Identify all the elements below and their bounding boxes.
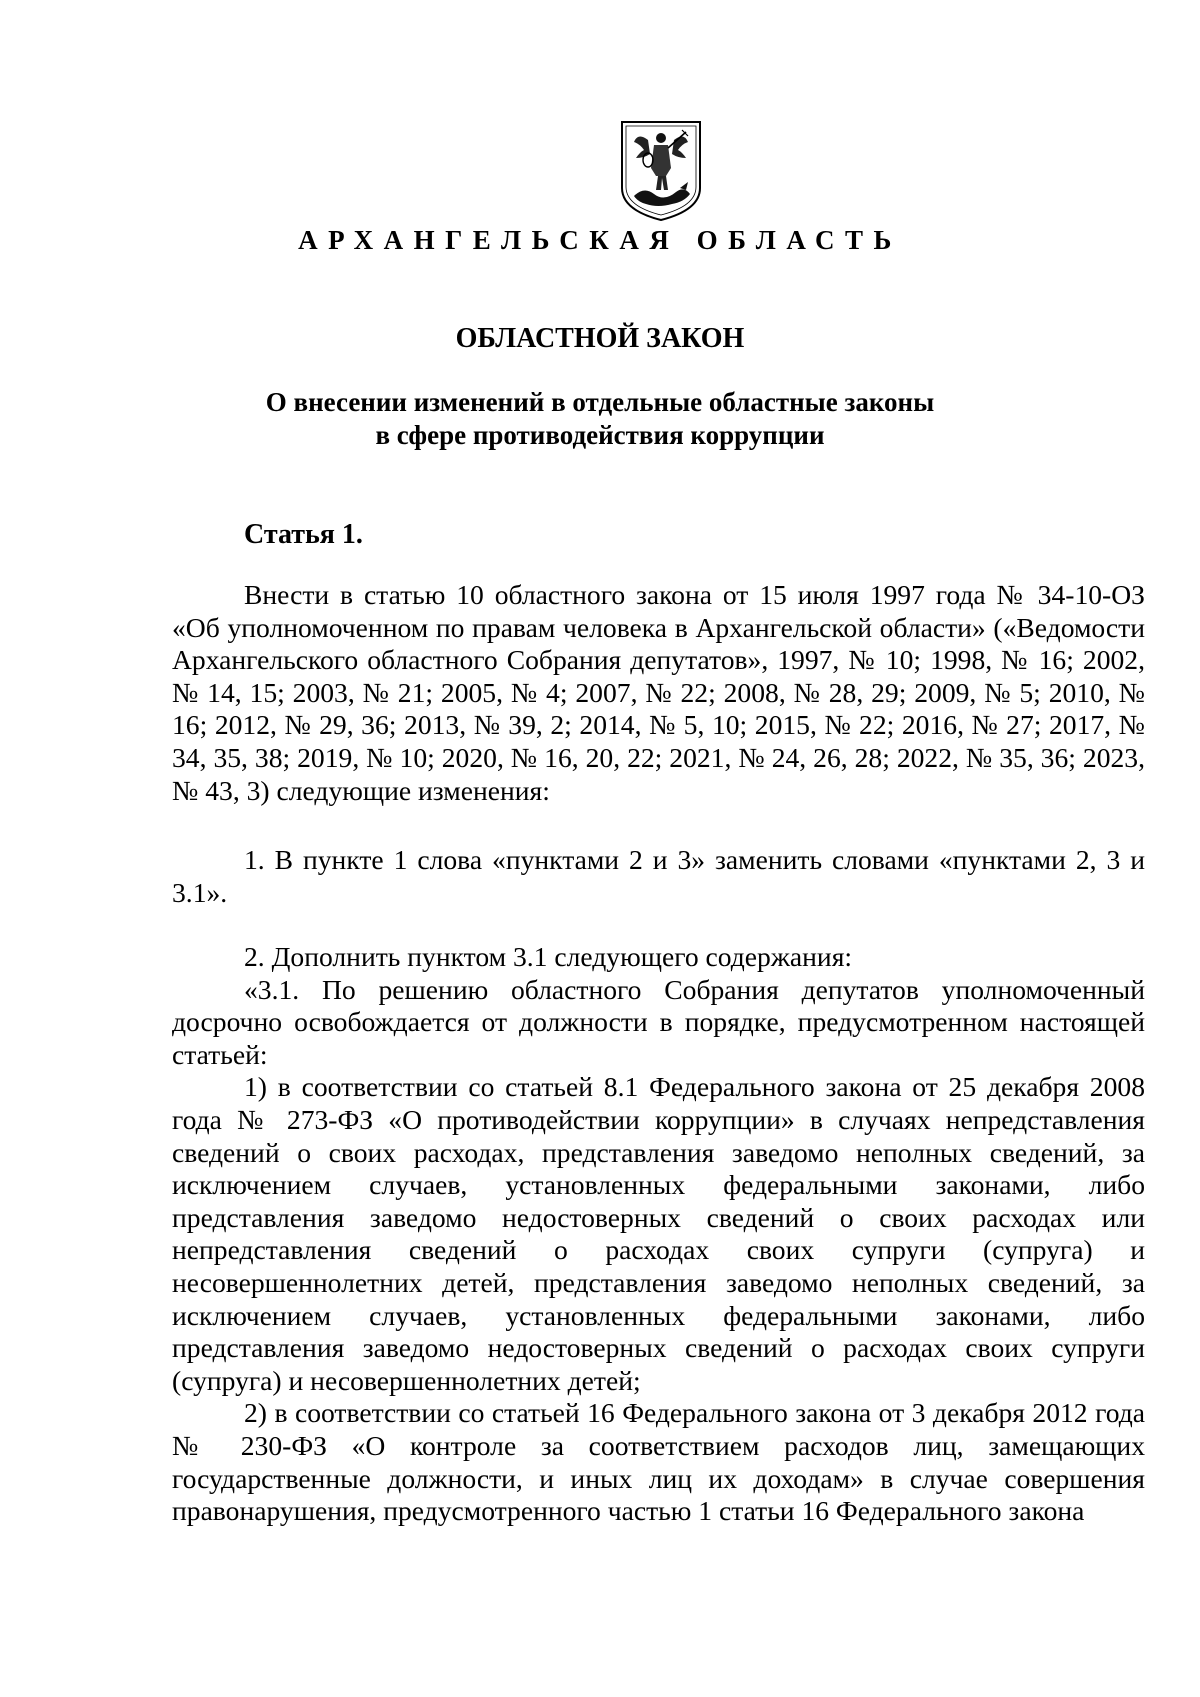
coat-of-arms-icon [618,118,704,223]
law-title [240,386,960,452]
item-1-paragraph: 1. В пункте 1 слова «пунктами 2 и 3» заменить словами «пунктами 2, 3 и 3.1». [172,844,1145,908]
article-heading: Статья 1. [244,519,363,550]
subitem-2-paragraph: 2) в соответствии со статьей 16 Федерального закона от 3 декабря 2012 года № 230-ФЗ «О контроле за соответствием расходов лиц, замещающих государственные должности, и иных лиц их доходам» в случае совершения правонарушения, предусмотренного частью 1 статьи 16 Федерального закона [172,1397,1145,1527]
item-1-block [172,844,1145,909]
region-name: АРХАНГЕЛЬСКАЯ ОБЛАСТЬ [298,225,902,255]
item-2-block [172,941,1145,1528]
article-intro-block [172,579,1145,807]
law-title-line-1: О внесении изменений в отдельные областные законы [265,387,935,417]
quote-intro-paragraph: «3.1. По решению областного Собрания депутатов уполномоченный досрочно освобождается от должности в порядке, предусмотренном настоящей статьей: [172,973,1145,1070]
law-type-heading: ОБЛАСТНОЙ ЗАКОН [455,323,745,354]
item-2-paragraph: 2. Дополнить пунктом 3.1 следующего содержания: [244,941,853,972]
article-intro-paragraph: Внести в статью 10 областного закона от 15 июля 1997 года № 34-10-ОЗ «Об уполномоченном по правам человека в Архангельской области» («Ведомости Архангельского областного Собрания депутатов», 1997, № 10; 1998, № 16; 2002, № 14, 15; 2003, № 21; 2005, № 4; 2007, № 22; 2008, № 28, 29; 2009, № 5; 2010, № 16; 2012, № 29, 36; 2013, № 39, 2; 2014, № 5, 10; 2015, № 22; 2016, № 27; 2017, № 34, 35, 38; 2019, № 10; 2020, № 16, 20, 22; 2021, № 24, 26, 28; 2022, № 35, 36; 2023, № 43, 3) следующие изменения: [172,579,1145,806]
subitem-1-paragraph: 1) в соответствии со статьей 8.1 Федерального закона от 25 декабря 2008 года № 273-ФЗ «О противодействии коррупции» в случаях непредставления сведений о своих расходах, представления заведомо неполных сведений, за исключением случаев, установленных федеральными законами, либо представления заведомо недостоверных сведений о своих расходах или непредставления сведений о расходах своих супруги (супруга) и несовершеннолетних детей, представления заведомо неполных сведений, за исключением случаев, установленных федеральными законами, либо представления заведомо недостоверных сведений о расходах своих супруги (супруга) и несовершеннолетних детей; [172,1071,1145,1396]
law-title-line-2: в сфере противодействия коррупции [375,420,825,450]
